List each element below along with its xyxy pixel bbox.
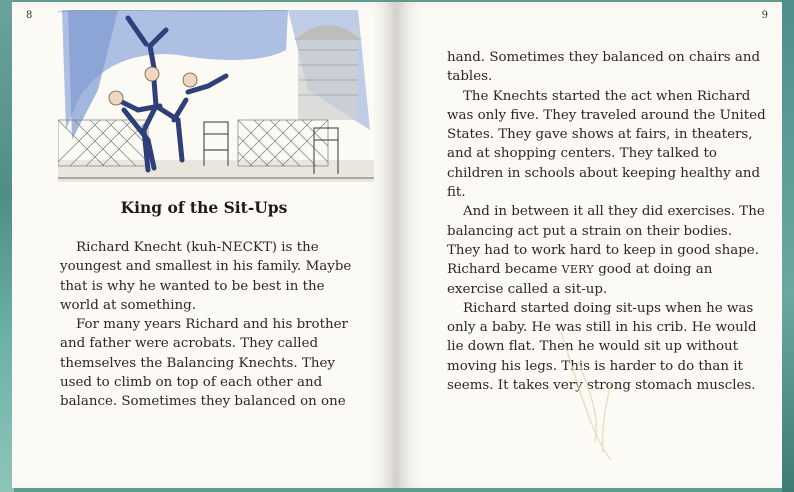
page-number-right: 9 bbox=[761, 10, 768, 21]
left-page bbox=[12, 2, 396, 488]
paragraph-text: good at doing an exercise called a sit-up. bbox=[447, 262, 713, 297]
acrobats-illustration bbox=[58, 10, 374, 182]
paragraph: Richard started doing sit-ups when he was only a baby. He was still in his crib. He would lie down flat. Then he would sit up without moving his legs. This is harder to do than it seems. It takes very strong stomach muscles. bbox=[447, 300, 757, 394]
paragraph: The Knechts started the act when Richard was only five. They traveled around the United States. They gave shows at fairs, in theaters, and at shopping centers. They talked to children in schools about keeping healthy and fit. bbox=[447, 88, 766, 201]
paragraph bbox=[447, 202, 767, 298]
book-cover-edge-right bbox=[782, 0, 794, 492]
pencil-scribble-mark bbox=[551, 322, 621, 462]
left-page-body bbox=[60, 238, 360, 412]
paragraph-text: And in between it all they did exercises. The balancing act put a strain on their bodies. They had to work hard to keep in good shape. Richard became bbox=[447, 204, 765, 278]
right-page bbox=[396, 2, 782, 488]
paragraph: Richard Knecht (kuh-NECKT) is the youngest and smallest in his family. Maybe that is why he wanted to be best in the world at something. bbox=[60, 240, 352, 313]
emphasis-very: VERY bbox=[561, 263, 594, 277]
page-number-left: 8 bbox=[26, 10, 33, 21]
paragraph: hand. Sometimes they balanced on chairs and tables. bbox=[447, 50, 761, 85]
paragraph: For many years Richard and his brother and father were acrobats. They called themselves the Balancing Knechts. They used to climb on top of each other and balance. Sometimes they balanced on one bbox=[60, 317, 348, 410]
chapter-heading: King of the Sit-Ups bbox=[120, 198, 288, 217]
